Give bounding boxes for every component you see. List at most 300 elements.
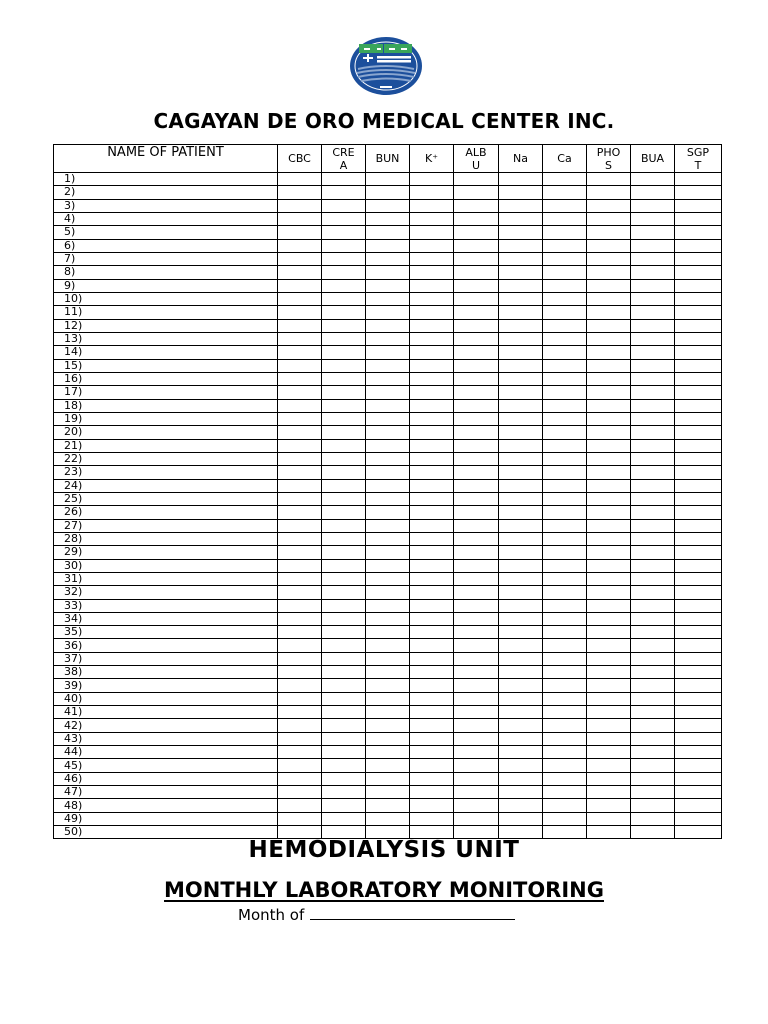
test-result-cell[interactable] <box>499 386 543 399</box>
test-result-cell[interactable] <box>454 679 499 692</box>
test-result-cell[interactable] <box>587 786 631 799</box>
test-result-cell[interactable] <box>366 479 410 492</box>
test-result-cell[interactable] <box>322 466 366 479</box>
test-result-cell[interactable] <box>499 479 543 492</box>
patient-name-cell[interactable]: 44) <box>54 746 278 759</box>
test-result-cell[interactable] <box>587 199 631 212</box>
test-result-cell[interactable] <box>410 519 454 532</box>
test-result-cell[interactable] <box>675 186 722 199</box>
test-result-cell[interactable] <box>675 439 722 452</box>
patient-name-cell[interactable]: 29) <box>54 546 278 559</box>
test-result-cell[interactable] <box>322 772 366 785</box>
test-result-cell[interactable] <box>366 559 410 572</box>
test-result-cell[interactable] <box>587 239 631 252</box>
test-result-cell[interactable] <box>410 599 454 612</box>
test-result-cell[interactable] <box>631 586 675 599</box>
test-result-cell[interactable] <box>587 212 631 225</box>
patient-name-cell[interactable]: 41) <box>54 706 278 719</box>
test-result-cell[interactable] <box>499 639 543 652</box>
test-result-cell[interactable] <box>499 666 543 679</box>
test-result-cell[interactable] <box>454 279 499 292</box>
test-result-cell[interactable] <box>587 546 631 559</box>
test-result-cell[interactable] <box>631 279 675 292</box>
test-result-cell[interactable] <box>278 799 322 812</box>
test-result-cell[interactable] <box>278 452 322 465</box>
test-result-cell[interactable] <box>322 292 366 305</box>
test-result-cell[interactable] <box>675 372 722 385</box>
test-result-cell[interactable] <box>366 239 410 252</box>
test-result-cell[interactable] <box>587 346 631 359</box>
test-result-cell[interactable] <box>675 599 722 612</box>
test-result-cell[interactable] <box>366 279 410 292</box>
test-result-cell[interactable] <box>587 226 631 239</box>
test-result-cell[interactable] <box>587 266 631 279</box>
test-result-cell[interactable] <box>675 306 722 319</box>
test-result-cell[interactable] <box>454 532 499 545</box>
test-result-cell[interactable] <box>278 732 322 745</box>
test-result-cell[interactable] <box>410 559 454 572</box>
test-result-cell[interactable] <box>543 799 587 812</box>
test-result-cell[interactable] <box>454 212 499 225</box>
test-result-cell[interactable] <box>410 706 454 719</box>
test-result-cell[interactable] <box>454 652 499 665</box>
test-result-cell[interactable] <box>675 279 722 292</box>
test-result-cell[interactable] <box>322 679 366 692</box>
test-result-cell[interactable] <box>587 706 631 719</box>
test-result-cell[interactable] <box>543 186 587 199</box>
test-result-cell[interactable] <box>366 199 410 212</box>
test-result-cell[interactable] <box>631 706 675 719</box>
patient-name-cell[interactable]: 50) <box>54 826 278 839</box>
test-result-cell[interactable] <box>278 546 322 559</box>
test-result-cell[interactable] <box>410 532 454 545</box>
test-result-cell[interactable] <box>278 173 322 186</box>
test-result-cell[interactable] <box>322 212 366 225</box>
test-result-cell[interactable] <box>410 372 454 385</box>
test-result-cell[interactable] <box>675 226 722 239</box>
test-result-cell[interactable] <box>631 679 675 692</box>
test-result-cell[interactable] <box>366 546 410 559</box>
test-result-cell[interactable] <box>587 666 631 679</box>
patient-name-cell[interactable]: 17) <box>54 386 278 399</box>
test-result-cell[interactable] <box>410 666 454 679</box>
patient-name-cell[interactable]: 13) <box>54 332 278 345</box>
test-result-cell[interactable] <box>631 332 675 345</box>
patient-name-cell[interactable]: 19) <box>54 412 278 425</box>
patient-name-cell[interactable]: 28) <box>54 532 278 545</box>
test-result-cell[interactable] <box>675 812 722 825</box>
test-result-cell[interactable] <box>366 812 410 825</box>
test-result-cell[interactable] <box>631 786 675 799</box>
test-result-cell[interactable] <box>543 386 587 399</box>
test-result-cell[interactable] <box>454 479 499 492</box>
test-result-cell[interactable] <box>631 639 675 652</box>
test-result-cell[interactable] <box>454 173 499 186</box>
test-result-cell[interactable] <box>278 692 322 705</box>
test-result-cell[interactable] <box>366 666 410 679</box>
test-result-cell[interactable] <box>322 372 366 385</box>
test-result-cell[interactable] <box>543 439 587 452</box>
test-result-cell[interactable] <box>587 359 631 372</box>
test-result-cell[interactable] <box>410 492 454 505</box>
test-result-cell[interactable] <box>278 679 322 692</box>
test-result-cell[interactable] <box>499 252 543 265</box>
test-result-cell[interactable] <box>366 372 410 385</box>
test-result-cell[interactable] <box>454 372 499 385</box>
patient-name-cell[interactable]: 11) <box>54 306 278 319</box>
test-result-cell[interactable] <box>499 439 543 452</box>
test-result-cell[interactable] <box>587 279 631 292</box>
patient-name-cell[interactable]: 49) <box>54 812 278 825</box>
test-result-cell[interactable] <box>322 599 366 612</box>
patient-name-cell[interactable]: 43) <box>54 732 278 745</box>
test-result-cell[interactable] <box>366 186 410 199</box>
test-result-cell[interactable] <box>587 812 631 825</box>
test-result-cell[interactable] <box>322 532 366 545</box>
test-result-cell[interactable] <box>322 692 366 705</box>
test-result-cell[interactable] <box>499 266 543 279</box>
test-result-cell[interactable] <box>278 252 322 265</box>
test-result-cell[interactable] <box>543 426 587 439</box>
test-result-cell[interactable] <box>322 199 366 212</box>
test-result-cell[interactable] <box>278 519 322 532</box>
test-result-cell[interactable] <box>587 252 631 265</box>
test-result-cell[interactable] <box>278 492 322 505</box>
patient-name-cell[interactable]: 32) <box>54 586 278 599</box>
test-result-cell[interactable] <box>675 746 722 759</box>
test-result-cell[interactable] <box>410 732 454 745</box>
test-result-cell[interactable] <box>322 426 366 439</box>
test-result-cell[interactable] <box>543 519 587 532</box>
patient-name-cell[interactable]: 24) <box>54 479 278 492</box>
test-result-cell[interactable] <box>499 466 543 479</box>
test-result-cell[interactable] <box>631 759 675 772</box>
test-result-cell[interactable] <box>410 452 454 465</box>
test-result-cell[interactable] <box>454 719 499 732</box>
test-result-cell[interactable] <box>675 399 722 412</box>
test-result-cell[interactable] <box>322 799 366 812</box>
test-result-cell[interactable] <box>631 666 675 679</box>
test-result-cell[interactable] <box>322 452 366 465</box>
test-result-cell[interactable] <box>454 799 499 812</box>
test-result-cell[interactable] <box>366 439 410 452</box>
test-result-cell[interactable] <box>322 279 366 292</box>
test-result-cell[interactable] <box>410 479 454 492</box>
patient-name-cell[interactable]: 30) <box>54 559 278 572</box>
test-result-cell[interactable] <box>543 372 587 385</box>
test-result-cell[interactable] <box>543 239 587 252</box>
test-result-cell[interactable] <box>278 212 322 225</box>
test-result-cell[interactable] <box>278 706 322 719</box>
test-result-cell[interactable] <box>410 586 454 599</box>
test-result-cell[interactable] <box>587 173 631 186</box>
test-result-cell[interactable] <box>278 572 322 585</box>
test-result-cell[interactable] <box>322 346 366 359</box>
test-result-cell[interactable] <box>543 786 587 799</box>
test-result-cell[interactable] <box>675 386 722 399</box>
test-result-cell[interactable] <box>410 359 454 372</box>
test-result-cell[interactable] <box>366 612 410 625</box>
test-result-cell[interactable] <box>454 572 499 585</box>
test-result-cell[interactable] <box>410 212 454 225</box>
test-result-cell[interactable] <box>675 332 722 345</box>
patient-name-cell[interactable]: 46) <box>54 772 278 785</box>
test-result-cell[interactable] <box>278 372 322 385</box>
test-result-cell[interactable] <box>587 306 631 319</box>
test-result-cell[interactable] <box>366 452 410 465</box>
test-result-cell[interactable] <box>631 799 675 812</box>
test-result-cell[interactable] <box>543 466 587 479</box>
test-result-cell[interactable] <box>675 492 722 505</box>
test-result-cell[interactable] <box>322 359 366 372</box>
test-result-cell[interactable] <box>675 799 722 812</box>
test-result-cell[interactable] <box>322 612 366 625</box>
test-result-cell[interactable] <box>587 479 631 492</box>
test-result-cell[interactable] <box>631 399 675 412</box>
test-result-cell[interactable] <box>366 759 410 772</box>
test-result-cell[interactable] <box>587 532 631 545</box>
test-result-cell[interactable] <box>366 319 410 332</box>
test-result-cell[interactable] <box>543 759 587 772</box>
test-result-cell[interactable] <box>366 679 410 692</box>
test-result-cell[interactable] <box>675 412 722 425</box>
test-result-cell[interactable] <box>587 572 631 585</box>
test-result-cell[interactable] <box>410 759 454 772</box>
test-result-cell[interactable] <box>366 346 410 359</box>
test-result-cell[interactable] <box>543 332 587 345</box>
test-result-cell[interactable] <box>366 586 410 599</box>
test-result-cell[interactable] <box>366 692 410 705</box>
test-result-cell[interactable] <box>454 252 499 265</box>
test-result-cell[interactable] <box>631 612 675 625</box>
test-result-cell[interactable] <box>631 532 675 545</box>
test-result-cell[interactable] <box>543 479 587 492</box>
test-result-cell[interactable] <box>499 359 543 372</box>
test-result-cell[interactable] <box>454 546 499 559</box>
patient-name-cell[interactable]: 38) <box>54 666 278 679</box>
test-result-cell[interactable] <box>631 652 675 665</box>
test-result-cell[interactable] <box>454 266 499 279</box>
test-result-cell[interactable] <box>587 292 631 305</box>
test-result-cell[interactable] <box>499 399 543 412</box>
test-result-cell[interactable] <box>454 399 499 412</box>
test-result-cell[interactable] <box>631 546 675 559</box>
test-result-cell[interactable] <box>322 706 366 719</box>
test-result-cell[interactable] <box>587 439 631 452</box>
test-result-cell[interactable] <box>499 626 543 639</box>
test-result-cell[interactable] <box>410 652 454 665</box>
patient-name-cell[interactable]: 48) <box>54 799 278 812</box>
patient-name-cell[interactable]: 6) <box>54 239 278 252</box>
test-result-cell[interactable] <box>675 519 722 532</box>
test-result-cell[interactable] <box>631 199 675 212</box>
test-result-cell[interactable] <box>278 786 322 799</box>
test-result-cell[interactable] <box>587 452 631 465</box>
test-result-cell[interactable] <box>499 719 543 732</box>
test-result-cell[interactable] <box>454 492 499 505</box>
test-result-cell[interactable] <box>675 506 722 519</box>
test-result-cell[interactable] <box>454 812 499 825</box>
test-result-cell[interactable] <box>410 346 454 359</box>
patient-name-cell[interactable]: 4) <box>54 212 278 225</box>
test-result-cell[interactable] <box>454 346 499 359</box>
test-result-cell[interactable] <box>675 772 722 785</box>
test-result-cell[interactable] <box>631 812 675 825</box>
test-result-cell[interactable] <box>631 186 675 199</box>
test-result-cell[interactable] <box>631 439 675 452</box>
test-result-cell[interactable] <box>631 252 675 265</box>
test-result-cell[interactable] <box>631 173 675 186</box>
test-result-cell[interactable] <box>322 226 366 239</box>
patient-name-cell[interactable]: 42) <box>54 719 278 732</box>
test-result-cell[interactable] <box>454 506 499 519</box>
test-result-cell[interactable] <box>675 173 722 186</box>
test-result-cell[interactable] <box>543 746 587 759</box>
test-result-cell[interactable] <box>322 572 366 585</box>
test-result-cell[interactable] <box>410 319 454 332</box>
test-result-cell[interactable] <box>278 532 322 545</box>
patient-name-cell[interactable]: 39) <box>54 679 278 692</box>
test-result-cell[interactable] <box>410 332 454 345</box>
test-result-cell[interactable] <box>278 746 322 759</box>
test-result-cell[interactable] <box>322 266 366 279</box>
test-result-cell[interactable] <box>543 212 587 225</box>
test-result-cell[interactable] <box>631 239 675 252</box>
test-result-cell[interactable] <box>499 612 543 625</box>
patient-name-cell[interactable]: 20) <box>54 426 278 439</box>
test-result-cell[interactable] <box>587 519 631 532</box>
test-result-cell[interactable] <box>322 332 366 345</box>
patient-name-cell[interactable]: 25) <box>54 492 278 505</box>
test-result-cell[interactable] <box>675 546 722 559</box>
test-result-cell[interactable] <box>322 479 366 492</box>
test-result-cell[interactable] <box>454 786 499 799</box>
test-result-cell[interactable] <box>410 786 454 799</box>
test-result-cell[interactable] <box>631 719 675 732</box>
test-result-cell[interactable] <box>366 599 410 612</box>
test-result-cell[interactable] <box>631 386 675 399</box>
test-result-cell[interactable] <box>366 492 410 505</box>
test-result-cell[interactable] <box>543 319 587 332</box>
test-result-cell[interactable] <box>499 679 543 692</box>
test-result-cell[interactable] <box>675 239 722 252</box>
test-result-cell[interactable] <box>631 319 675 332</box>
test-result-cell[interactable] <box>543 679 587 692</box>
test-result-cell[interactable] <box>454 319 499 332</box>
test-result-cell[interactable] <box>322 812 366 825</box>
test-result-cell[interactable] <box>366 173 410 186</box>
test-result-cell[interactable] <box>587 492 631 505</box>
test-result-cell[interactable] <box>366 519 410 532</box>
test-result-cell[interactable] <box>631 559 675 572</box>
test-result-cell[interactable] <box>587 746 631 759</box>
test-result-cell[interactable] <box>631 226 675 239</box>
test-result-cell[interactable] <box>366 719 410 732</box>
test-result-cell[interactable] <box>543 732 587 745</box>
test-result-cell[interactable] <box>278 279 322 292</box>
test-result-cell[interactable] <box>322 252 366 265</box>
test-result-cell[interactable] <box>278 466 322 479</box>
test-result-cell[interactable] <box>543 492 587 505</box>
test-result-cell[interactable] <box>499 732 543 745</box>
test-result-cell[interactable] <box>587 412 631 425</box>
patient-name-cell[interactable]: 18) <box>54 399 278 412</box>
test-result-cell[interactable] <box>410 399 454 412</box>
test-result-cell[interactable] <box>454 186 499 199</box>
test-result-cell[interactable] <box>631 372 675 385</box>
patient-name-cell[interactable]: 1) <box>54 173 278 186</box>
test-result-cell[interactable] <box>278 346 322 359</box>
test-result-cell[interactable] <box>631 732 675 745</box>
test-result-cell[interactable] <box>631 599 675 612</box>
test-result-cell[interactable] <box>543 626 587 639</box>
test-result-cell[interactable] <box>322 719 366 732</box>
test-result-cell[interactable] <box>543 812 587 825</box>
test-result-cell[interactable] <box>278 759 322 772</box>
test-result-cell[interactable] <box>454 666 499 679</box>
test-result-cell[interactable] <box>322 492 366 505</box>
test-result-cell[interactable] <box>543 412 587 425</box>
test-result-cell[interactable] <box>454 759 499 772</box>
test-result-cell[interactable] <box>454 692 499 705</box>
test-result-cell[interactable] <box>499 799 543 812</box>
test-result-cell[interactable] <box>675 479 722 492</box>
test-result-cell[interactable] <box>543 666 587 679</box>
test-result-cell[interactable] <box>454 772 499 785</box>
test-result-cell[interactable] <box>543 173 587 186</box>
patient-name-cell[interactable]: 45) <box>54 759 278 772</box>
test-result-cell[interactable] <box>278 586 322 599</box>
test-result-cell[interactable] <box>278 506 322 519</box>
test-result-cell[interactable] <box>587 559 631 572</box>
test-result-cell[interactable] <box>543 599 587 612</box>
test-result-cell[interactable] <box>675 732 722 745</box>
patient-name-cell[interactable]: 15) <box>54 359 278 372</box>
test-result-cell[interactable] <box>366 426 410 439</box>
test-result-cell[interactable] <box>410 506 454 519</box>
test-result-cell[interactable] <box>322 746 366 759</box>
test-result-cell[interactable] <box>278 399 322 412</box>
patient-name-cell[interactable]: 5) <box>54 226 278 239</box>
test-result-cell[interactable] <box>675 212 722 225</box>
test-result-cell[interactable] <box>454 439 499 452</box>
test-result-cell[interactable] <box>454 612 499 625</box>
test-result-cell[interactable] <box>454 586 499 599</box>
test-result-cell[interactable] <box>675 346 722 359</box>
test-result-cell[interactable] <box>278 612 322 625</box>
test-result-cell[interactable] <box>454 306 499 319</box>
test-result-cell[interactable] <box>410 426 454 439</box>
test-result-cell[interactable] <box>543 266 587 279</box>
test-result-cell[interactable] <box>543 359 587 372</box>
test-result-cell[interactable] <box>543 586 587 599</box>
test-result-cell[interactable] <box>631 266 675 279</box>
test-result-cell[interactable] <box>631 506 675 519</box>
test-result-cell[interactable] <box>631 772 675 785</box>
test-result-cell[interactable] <box>499 186 543 199</box>
test-result-cell[interactable] <box>454 199 499 212</box>
test-result-cell[interactable] <box>322 386 366 399</box>
test-result-cell[interactable] <box>410 612 454 625</box>
test-result-cell[interactable] <box>366 639 410 652</box>
test-result-cell[interactable] <box>587 652 631 665</box>
patient-name-cell[interactable]: 31) <box>54 572 278 585</box>
test-result-cell[interactable] <box>587 319 631 332</box>
test-result-cell[interactable] <box>366 732 410 745</box>
test-result-cell[interactable] <box>278 359 322 372</box>
test-result-cell[interactable] <box>454 452 499 465</box>
test-result-cell[interactable] <box>366 786 410 799</box>
